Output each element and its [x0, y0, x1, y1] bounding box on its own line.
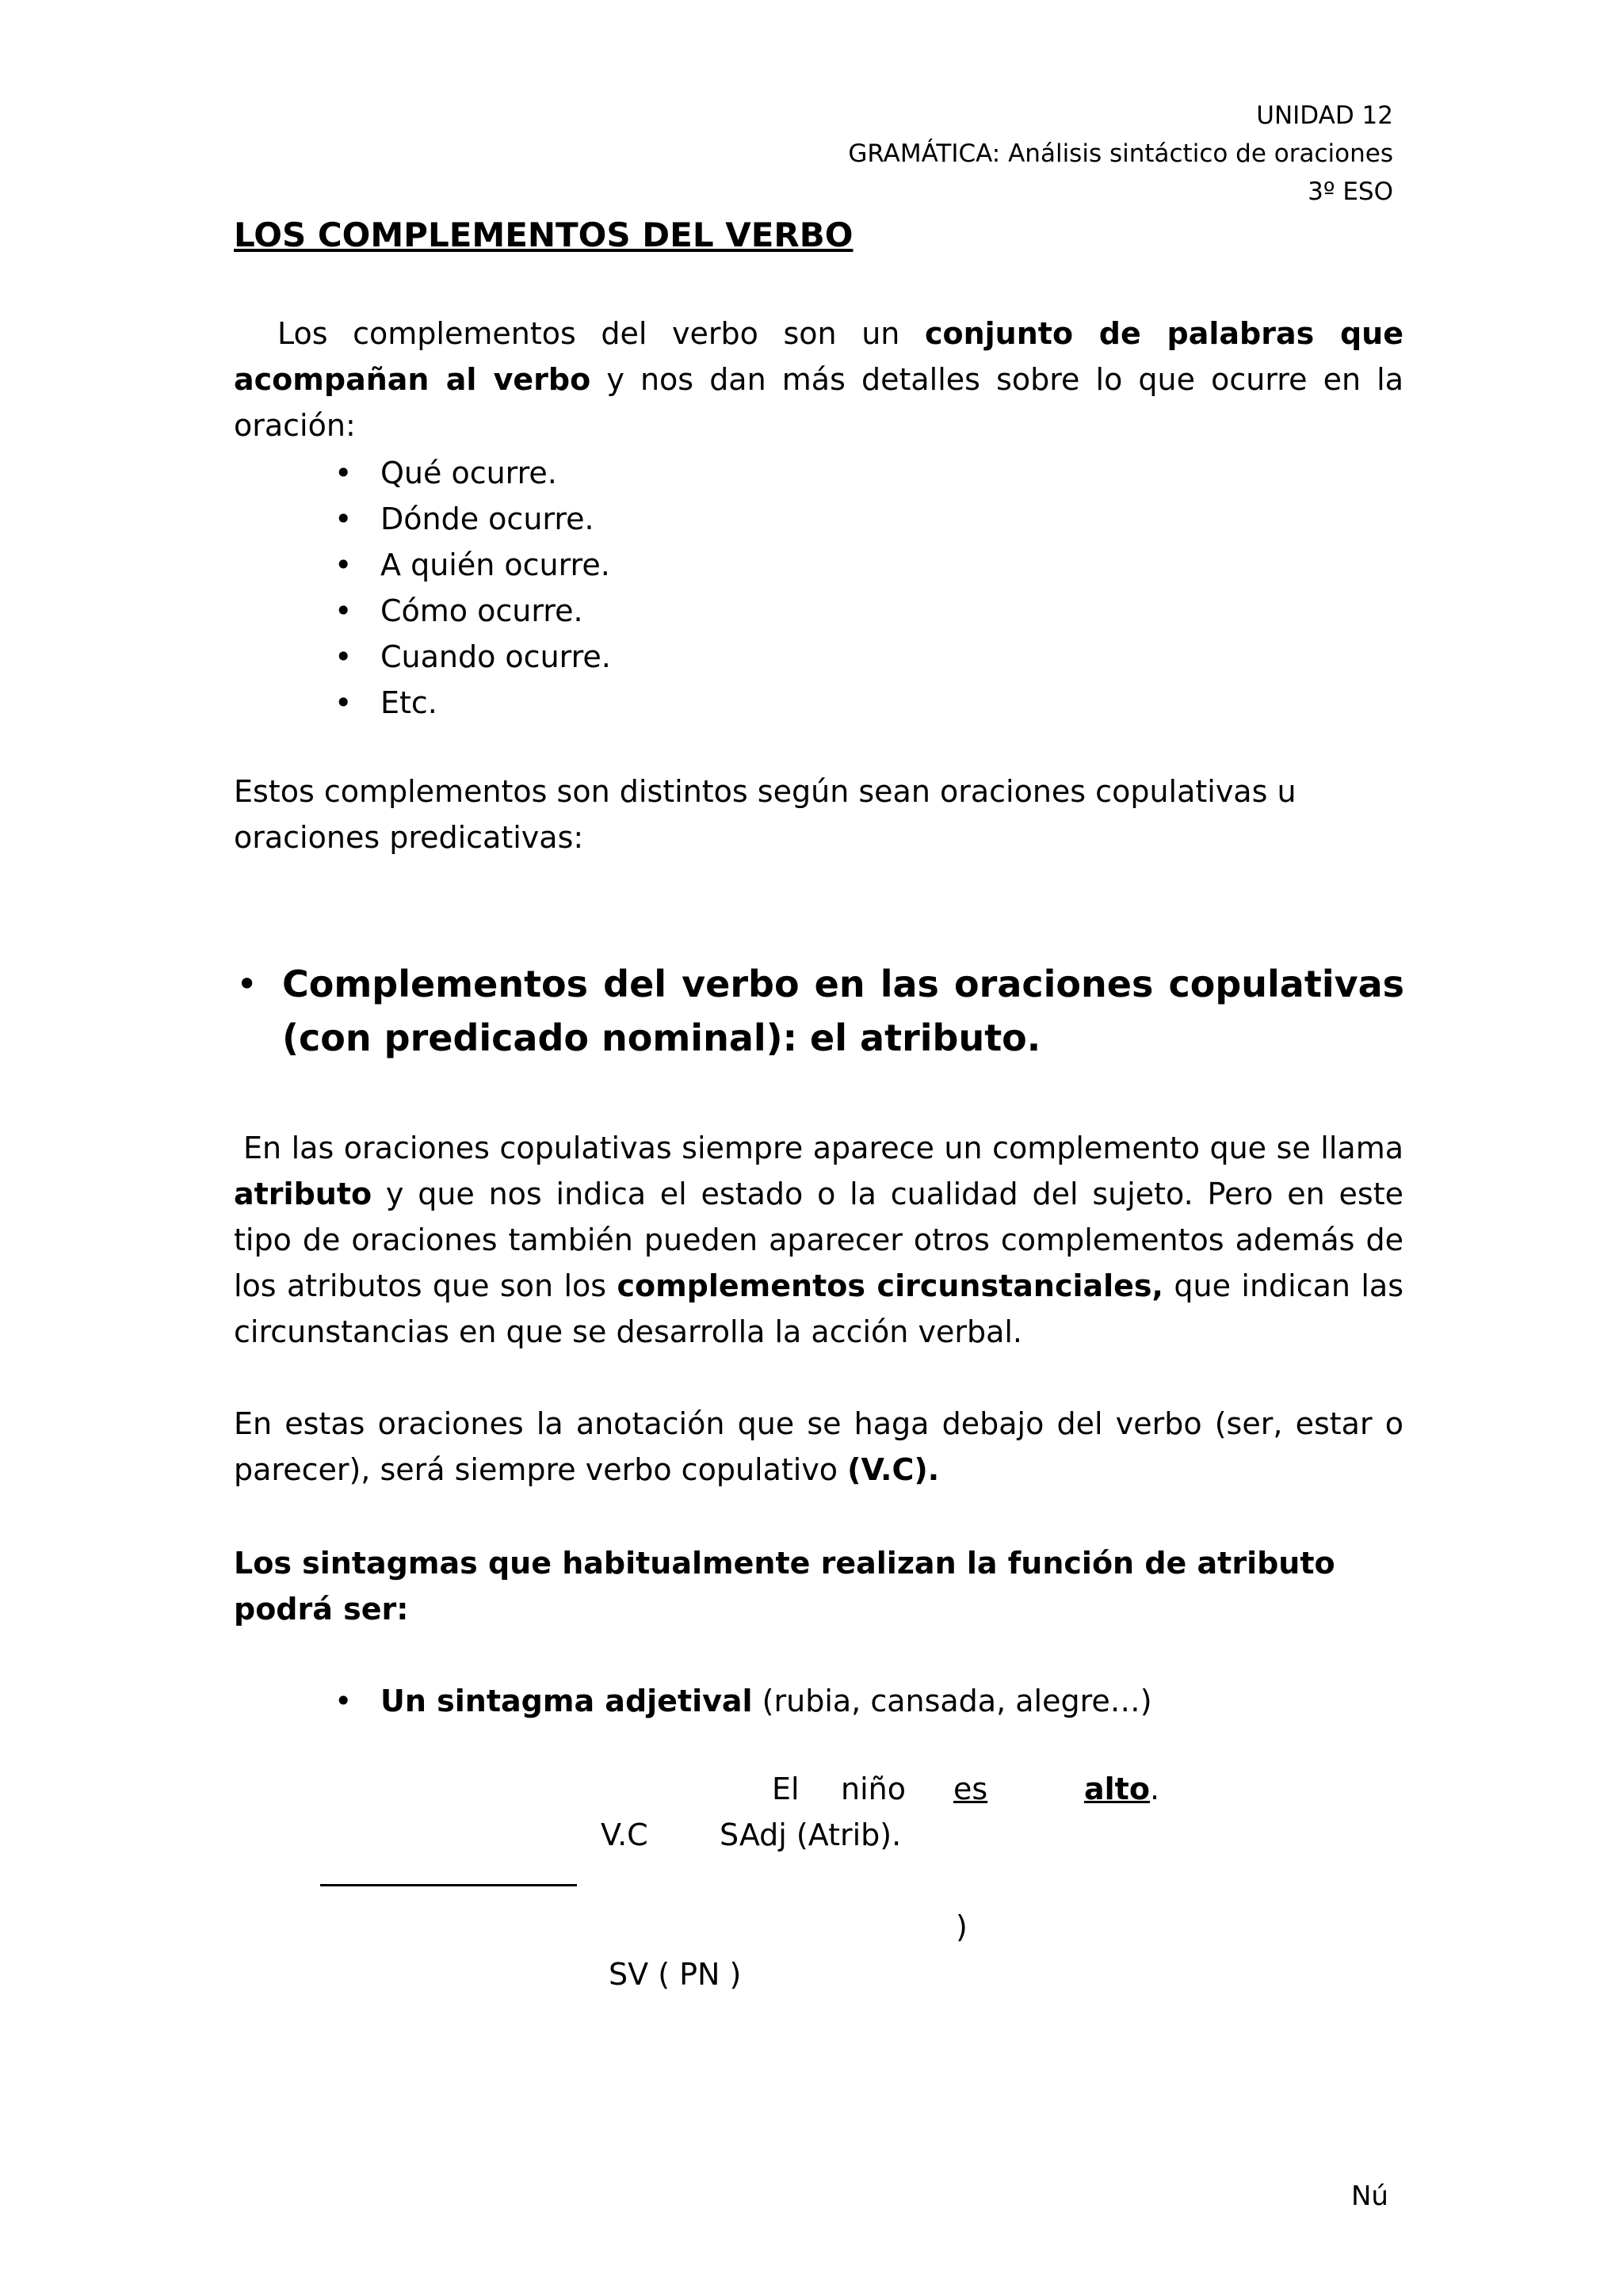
list-item: • Un sintagma adjetival (rubia, cansada, alegre…): [380, 1678, 1152, 1724]
copulative-paragraph: En las oraciones copulativas siempre aparece un complemento que se llama atributo y que nos indica el estado o la cualidad del sujeto. Pero en este tipo de oraciones también pueden aparecer otros complementos además de los atributos que son los complementos circunstanciales, que indican las circunstancias en que se desarrolla la acción verbal.: [234, 1131, 1404, 1349]
syntagm-intro: Los sintagmas que habitualmente realizan la función de atributo podrá ser:: [234, 1546, 1335, 1627]
header-level: 3º ESO: [1308, 177, 1393, 206]
underline-rule: [320, 1884, 577, 1886]
syntagm-list: [380, 1678, 1152, 1724]
page-title: LOS COMPLEMENTOS DEL VERBO: [234, 215, 854, 254]
label-sv: SV ( PN ): [609, 1957, 742, 1992]
header-subject: GRAMÁTICA: Análisis sintáctico de oraciones: [848, 139, 1393, 168]
header-unit: UNIDAD 12: [1256, 101, 1393, 130]
section-heading: Complementos del verbo en las oraciones copulativas (con predicado nominal): el atributo.: [282, 963, 1404, 1059]
example-word-nino: niño: [841, 1772, 906, 1806]
list-item: • Etc.: [380, 680, 611, 726]
intro-paragraph: Los complementos del verbo son un conjunto de palabras que acompañan al verbo y nos dan más detalles sobre lo que ocurre en la oración:: [234, 316, 1403, 443]
bullet-icon: •: [236, 963, 258, 1005]
list-item: • A quién ocurre.: [380, 542, 611, 588]
annotation-paragraph: En estas oraciones la anotación que se haga debajo del verbo (ser, estar o parecer), será siempre verbo copulativo (V.C).: [234, 1406, 1403, 1487]
label-vc: V.C: [601, 1817, 648, 1852]
example-word-el: El: [772, 1772, 800, 1806]
bracket-paren: ): [956, 1909, 968, 1944]
list-item: • Qué ocurre.: [380, 450, 611, 496]
list-item: • Cómo ocurre.: [380, 588, 611, 634]
page-footer: Nú: [1351, 2180, 1388, 2212]
list-item: • Dónde ocurre.: [380, 496, 611, 542]
label-sadj: SAdj (Atrib).: [720, 1817, 902, 1852]
example-attribute: alto.: [1084, 1772, 1160, 1806]
example-verb: es: [953, 1772, 988, 1806]
types-paragraph: Estos complementos son distintos según sean oraciones copulativas u oraciones predicativas:: [234, 774, 1296, 855]
intro-list: [380, 450, 611, 726]
list-item: • Cuando ocurre.: [380, 634, 611, 680]
